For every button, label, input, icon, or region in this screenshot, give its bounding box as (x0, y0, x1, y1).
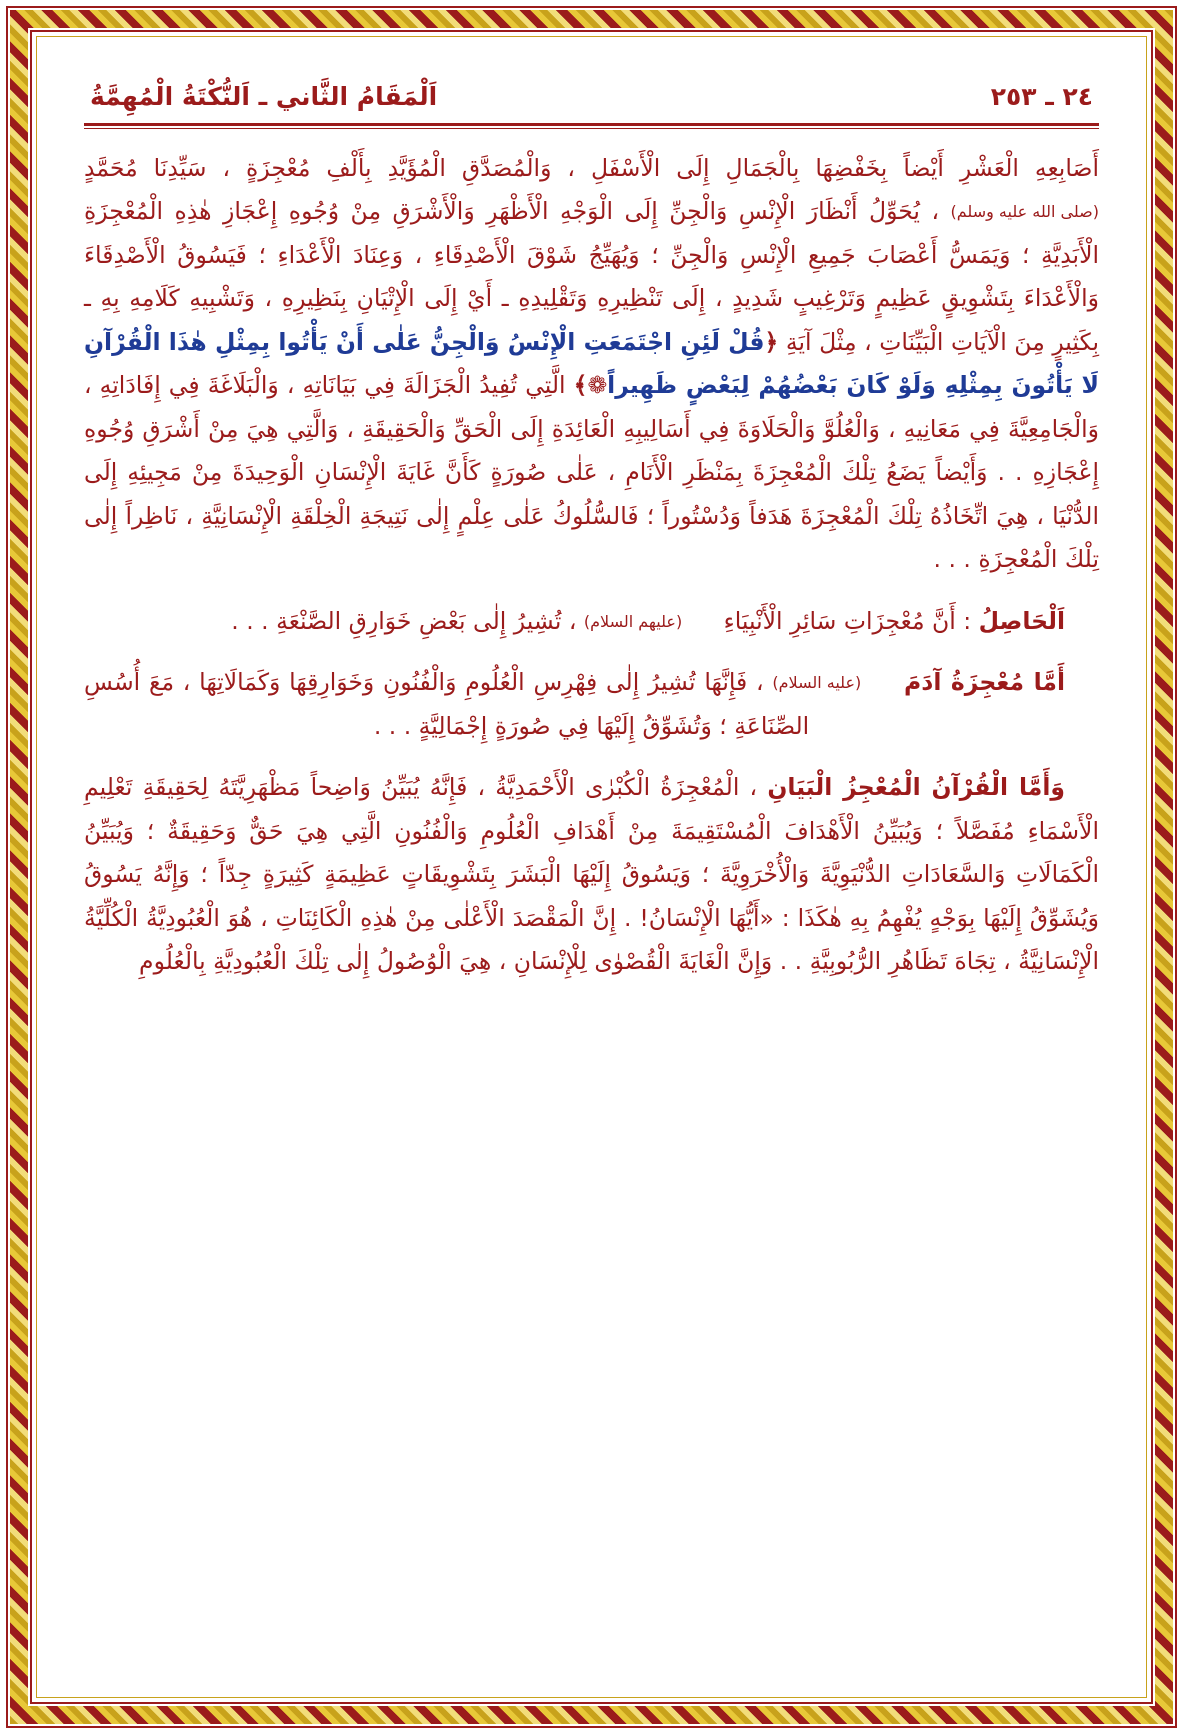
honorific-prophets: (عليهم السلام) (583, 611, 683, 631)
page-header (84, 72, 1099, 117)
honorific-adam: (عليه السلام) (772, 673, 862, 693)
paragraph-hasil-label: اَلْحَاصِلُ (978, 606, 1065, 635)
paragraph-quran (84, 766, 1099, 983)
paragraph-adam (84, 661, 1099, 748)
paragraph-quran-label: وَأَمَّا الْقُرْآنُ الْمُعْجِزُ الْبَيَانِ (767, 773, 1065, 802)
paragraph-hasil-text-2: ، تُشِيرُ إِلٰى بَعْضِ خَوَارِقِ الصَّنْعَةِ . . . (231, 606, 584, 635)
honorific-prophet: (صلى الله عليه وسلم) (950, 202, 1099, 222)
page-number: ٢٤ ـ ٢٥٣ (990, 82, 1093, 111)
body-text (84, 147, 1099, 983)
page-content (48, 48, 1135, 1686)
paragraph-quran-text: ، الْمُعْجِزَةُ الْكُبْرٰى الْأَحْمَدِيَّةُ ، فَإِنَّهُ يُبَيِّنُ وَاضِحاً مَظْهَرِيَّتَهُ لِحَقِيقَةِ تَعْلِيمِ الْأَسْمَاءِ مُفَصَّلاً ؛ وَيُبَيِّنُ الْأَهْدَافَ الْمُسْتَقِيمَةَ مِنْ أَهْدَافِ الْعُلُومِ وَالْفُنُونِ الَّتِي هِيَ حَقٌّ وَحَقِيقَةٌ ؛ وَيُبَيِّنُ الْكَمَالَاتِ وَالسَّعَادَاتِ الدُّنْيَوِيَّةَ وَالْأُخْرَوِيَّةَ ؛ وَيَسُوقُ إِلَيْهَا الْبَشَرَ بِتَشْوِيقَاتٍ عَظِيمَةٍ كَثِيرَةٍ جِدّاً ؛ وَإِنَّهُ يَسُوقُ وَيُشَوِّقُ إِلَيْهَا بِوَجْهٍ يُفْهِمُ بِهِ هٰكَذَا : (84, 773, 1099, 932)
paragraph-quran-quote: «أَيُّهَا الْإِنْسَانُ! . إِنَّ الْمَقْصَدَ الْأَعْلٰى مِنْ هٰذِهِ الْكَائِنَاتِ ، هُوَ الْعُبُودِيَّةُ الْكُلِّيَّةُ الْإِنْسَانِيَّةُ ، تِجَاهَ تَظَاهُرِ الرُّبُوبِيَّةِ . . وَإِنَّ الْغَايَةَ الْقُصْوٰى لِلْإِنْسَانِ ، هِيَ الْوُصُولُ إِلٰى تِلْكَ الْعُبُودِيَّةِ بِالْعُلُومِ (84, 903, 1099, 975)
paragraph-adam-text: ، فَإِنَّهَا تُشِيرُ إِلٰى فِهْرِسِ الْعُلُومِ وَالْفُنُونِ وَخَوَارِقِهَا وَكَمَالَاتِهَا ، مَعَ أُسُسِ الصِّنَاعَةِ ؛ وَتُشَوِّقُ إِلَيْهَا فِي صُورَةٍ إِجْمَالِيَّةٍ . . . (84, 668, 810, 740)
paragraph-main-part-3: الَّتِي تُفِيدُ الْجَزَالَةَ فِي بَيَانَاتِهِ ، وَالْبَلَاغَةَ فِي إِفَادَاتِهِ ، وَالْجَامِعِيَّةَ فِي مَعَانِيهِ ، وَالْعُلُوَّ وَالْحَلَاوَةَ فِي أَسَالِيبِهِ الْعَائِدَةِ إِلَى الْحَقِّ وَالْحَقِيقَةِ ، وَالَّتِي هِيَ مِنْ أَشْرَقِ وُجُوهِ إِعْجَازِهِ . . وَأَيْضاً يَضَعُ تِلْكَ الْمُعْجِزَةَ بِمَنْظَرِ الْأَنَامِ ، عَلٰى صُورَةٍ كَأَنَّ غَايَةَ الْإِنْسَانِ الْوَحِيدَةَ مِنْ مَجِيئِهِ إِلَى الدُّنْيَا ، هِيَ اتِّخَاذُهُ تِلْكَ الْمُعْجِزَةَ هَدَفاً وَدُسْتُوراً ؛ فَالسُّلُوكُ عَلٰى عِلْمٍ إِلٰى نَتِيجَةِ الْخِلْقَةِ الْإِنْسَانِيَّةِ ، نَاظِراً إِلٰى تِلْكَ الْمُعْجِزَةِ . . . (84, 371, 1099, 574)
paragraph-main-part-2: ، يُحَوِّلُ أَنْظَارَ الْإِنْسِ وَالْجِنِّ إِلَى الْوَجْهِ الْأَظْهَرِ وَالْأَشْرَقِ مِنْ وُجُوهِ إِعْجَازِ هٰذِهِ الْمُعْجِزَةِ الْأَبَدِيَّةِ ؛ وَيَمَسُّ أَعْصَابَ جَمِيعِ الْإِنْسِ وَالْجِنِّ ؛ وَيُهَيِّجُ شَوْقَ الْأَصْدِقَاءِ ، وَعِنَادَ الْأَعْدَاءِ ؛ فَيَسُوقُ الْأَصْدِقَاءَ وَالْأَعْدَاءَ بِتَشْوِيقٍ عَظِيمٍ وَتَرْغِيبٍ شَدِيدٍ ، إِلَى تَنْظِيرِهِ وَتَقْلِيدِهِ ـ أَيْ إِلَى الْإِتْيَانِ بِنَظِيرِهِ ، وَتَشْبِيهِ كَلَامِهِ بِهِ ـ بِكَثِيرٍ مِنَ الْآيَاتِ الْبَيِّنَاتِ ، مِثْلَ آيَةِ (84, 197, 1099, 356)
paragraph-hasil (84, 600, 1099, 643)
quran-bracket-open: ﴿ (764, 327, 779, 356)
paragraph-main-part-1: أَصَابِعِهِ الْعَشْرِ أَيْضاً بِخَفْضِهَا بِالْجَمَالِ إِلَى الْأَسْفَلِ ، وَالْمُصَدَّقِ الْمُؤَيَّدِ بِأَلْفِ مُعْجِزَةٍ ، سَيِّدِنَا مُحَمَّدٍ (84, 154, 1099, 182)
paragraph-adam-label: أَمَّا مُعْجِزَةُ آدَمَ (904, 668, 1065, 697)
header-divider (84, 123, 1099, 129)
page-title: اَلْمَقَامُ الثَّاني ـ اَلنُّكْتَةُ الْمُهِمَّةُ (90, 82, 438, 111)
paragraph-main (84, 147, 1099, 582)
quran-bracket-close: ❁﴾ (573, 371, 608, 400)
paragraph-hasil-text-1: : أَنَّ مُعْجِزَاتِ سَائِرِ الْأَنْبِيَاءِ (716, 606, 979, 635)
quran-verse: قُلْ لَئِنِ اجْتَمَعَتِ الْإِنْسُ وَالْجِنُّ عَلٰى أَنْ يَأْتُوا بِمِثْلِ هٰذَا الْقُرْآنِ لَا يَأْتُونَ بِمِثْلِهِ وَلَوْ كَانَ بَعْضُهُمْ لِبَعْضٍ ظَهِيراً (84, 327, 1100, 400)
